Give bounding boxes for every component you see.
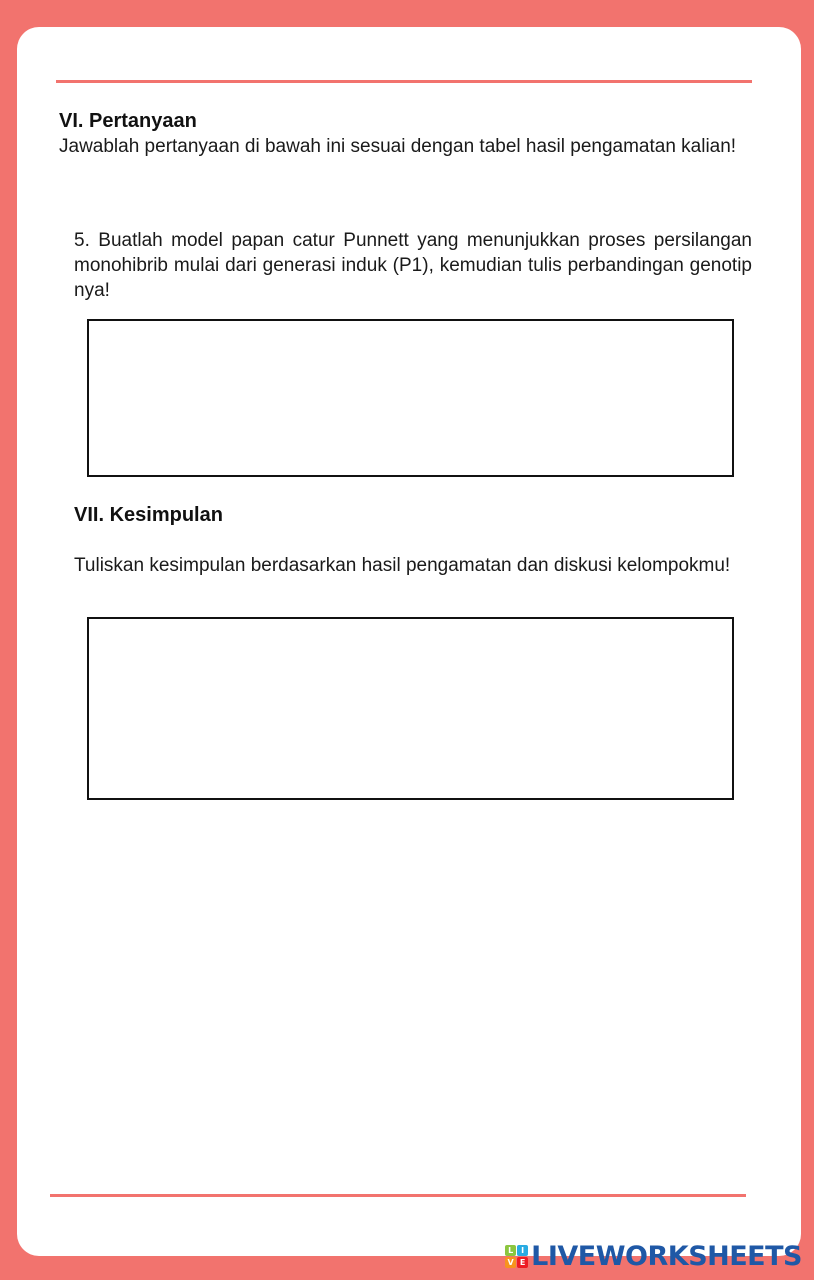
section-title-pertanyaan: VI. Pertanyaan: [59, 110, 197, 132]
bottom-divider: [50, 1194, 746, 1197]
top-divider: [56, 80, 752, 83]
answer-box-kesimpulan[interactable]: [87, 617, 734, 800]
logo-letter-i: I: [517, 1245, 528, 1256]
section-intro-pertanyaan: Jawablah pertanyaan di bawah ini sesuai dengan tabel hasil pengamatan kalian!: [59, 136, 737, 157]
section-title-kesimpulan: VII. Kesimpulan: [74, 504, 223, 526]
logo-letter-e: E: [517, 1257, 528, 1268]
worksheet-card: [17, 27, 801, 1256]
logo-letter-v: V: [505, 1257, 516, 1268]
section-intro-kesimpulan: Tuliskan kesimpulan berdasarkan hasil pengamatan dan diskusi kelompokmu!: [74, 555, 731, 576]
liveworksheets-brand[interactable]: [505, 1243, 802, 1270]
question-5: 5. Buatlah model papan catur Punnett yang menunjukkan proses persilangan monohibrib mulai dari generasi induk (P1), kemudian tulis perbandingan genotip nya!: [74, 230, 752, 301]
logo-letter-l: L: [505, 1245, 516, 1256]
answer-box-question-5[interactable]: [87, 319, 734, 477]
liveworksheets-logo-icon: [505, 1245, 528, 1268]
liveworksheets-wordmark: LIVEWORKSHEETS: [531, 1241, 802, 1272]
